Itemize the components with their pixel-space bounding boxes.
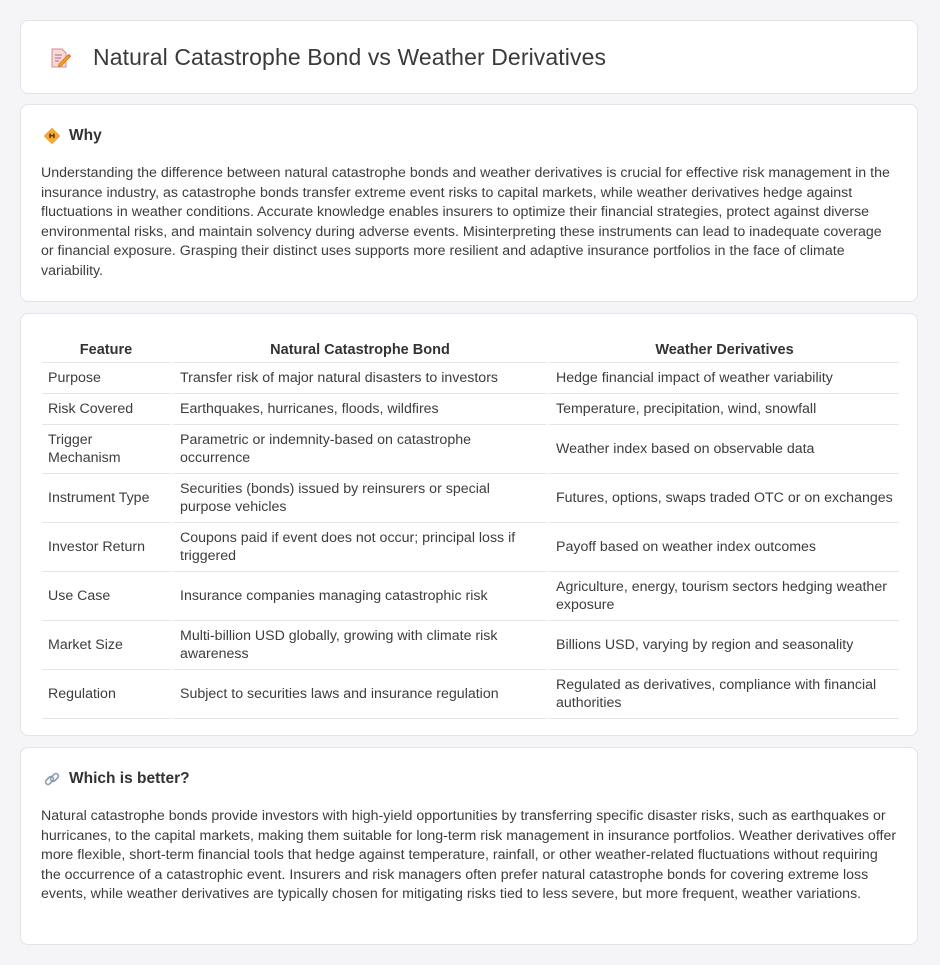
feature-cell: Market Size bbox=[42, 621, 170, 670]
weather-derivative-cell: Weather index based on observable data bbox=[546, 425, 899, 474]
title-card bbox=[20, 20, 918, 94]
feature-cell: Instrument Type bbox=[42, 474, 170, 523]
cat-bond-cell: Coupons paid if event does not occur; principal loss if triggered bbox=[170, 523, 546, 572]
table-row bbox=[42, 572, 899, 621]
cat-bond-cell: Subject to securities laws and insurance regulation bbox=[170, 670, 546, 719]
cat-bond-cell: Transfer risk of major natural disasters to investors bbox=[170, 363, 546, 394]
weather-derivative-cell: Hedge financial impact of weather variability bbox=[546, 363, 899, 394]
table-row bbox=[42, 621, 899, 670]
feature-cell: Purpose bbox=[42, 363, 170, 394]
header-natural-catastrophe-bond: Natural Catastrophe Bond bbox=[170, 334, 546, 363]
cat-bond-cell: Earthquakes, hurricanes, floods, wildfires bbox=[170, 394, 546, 425]
feature-cell: Investor Return bbox=[42, 523, 170, 572]
weather-derivative-cell: Regulated as derivatives, compliance with financial authorities bbox=[546, 670, 899, 719]
page-title: Natural Catastrophe Bond vs Weather Derivatives bbox=[93, 44, 607, 70]
feature-cell: Use Case bbox=[42, 572, 170, 621]
document-pencil-icon bbox=[49, 47, 71, 69]
cat-bond-cell: Parametric or indemnity-based on catastrophe occurrence bbox=[170, 425, 546, 474]
weather-derivative-cell: Temperature, precipitation, wind, snowfall bbox=[546, 394, 899, 425]
table-row bbox=[42, 363, 899, 394]
feature-cell: Regulation bbox=[42, 670, 170, 719]
better-heading: Which is better? bbox=[69, 770, 190, 787]
better-header bbox=[43, 770, 190, 788]
feature-cell: Risk Covered bbox=[42, 394, 170, 425]
header-feature: Feature bbox=[42, 334, 170, 363]
table-row bbox=[42, 523, 899, 572]
link-icon bbox=[43, 770, 61, 788]
why-header bbox=[43, 127, 102, 145]
feature-cell: Trigger Mechanism bbox=[42, 425, 170, 474]
weather-derivative-cell: Agriculture, energy, tourism sectors hedging weather exposure bbox=[546, 572, 899, 621]
header-weather-derivatives: Weather Derivatives bbox=[546, 334, 899, 363]
cat-bond-cell: Insurance companies managing catastrophic risk bbox=[170, 572, 546, 621]
better-text: Natural catastrophe bonds provide investors with high-yield opportunities by transferring specific disaster risks, such as earthquakes or hurricanes, to the capital markets, making them suitable for long-term risk management in insurance portfolios. Weather derivatives offer more flexible, short-term financial tools that hedge against temperature, rainfall, or other weather-related fluctuations without requiring the occurrence of a catastrophic event. Insurers and risk managers often prefer natural catastrophe bonds for covering extreme loss events, while weather derivatives are typically chosen for mitigating risks tied to less severe, but more frequent, weather variations. bbox=[41, 808, 897, 902]
why-heading: Why bbox=[69, 127, 102, 144]
comparison-section bbox=[20, 313, 918, 736]
which-is-better-section bbox=[20, 747, 918, 945]
weather-derivative-cell: Billions USD, varying by region and seasonality bbox=[546, 621, 899, 670]
table-row bbox=[42, 474, 899, 523]
weather-derivative-cell: Futures, options, swaps traded OTC or on exchanges bbox=[546, 474, 899, 523]
why-section bbox=[20, 104, 918, 302]
cat-bond-cell: Multi-billion USD globally, growing with climate risk awareness bbox=[170, 621, 546, 670]
cat-bond-cell: Securities (bonds) issued by reinsurers or special purpose vehicles bbox=[170, 474, 546, 523]
why-text: Understanding the difference between natural catastrophe bonds and weather derivatives is crucial for effective risk management in the insurance industry, as catastrophe bonds transfer extreme event risks to capital markets, while weather derivatives hedge against fluctuations in weather conditions. Accurate knowledge enables insurers to optimize their financial strategies, protect against diverse environmental risks, and maintain solvency during adverse events. Misinterpreting these instruments can lead to inadequate coverage or financial exposure. Grasping their distinct uses supports more resilient and adaptive insurance portfolios in the face of climate variability. bbox=[41, 165, 890, 279]
weather-derivative-cell: Payoff based on weather index outcomes bbox=[546, 523, 899, 572]
comparison-table bbox=[42, 334, 899, 719]
table-row bbox=[42, 394, 899, 425]
table-row bbox=[42, 670, 899, 719]
warning-diamond-icon bbox=[43, 127, 61, 145]
table-header-row bbox=[42, 334, 899, 363]
table-row bbox=[42, 425, 899, 474]
